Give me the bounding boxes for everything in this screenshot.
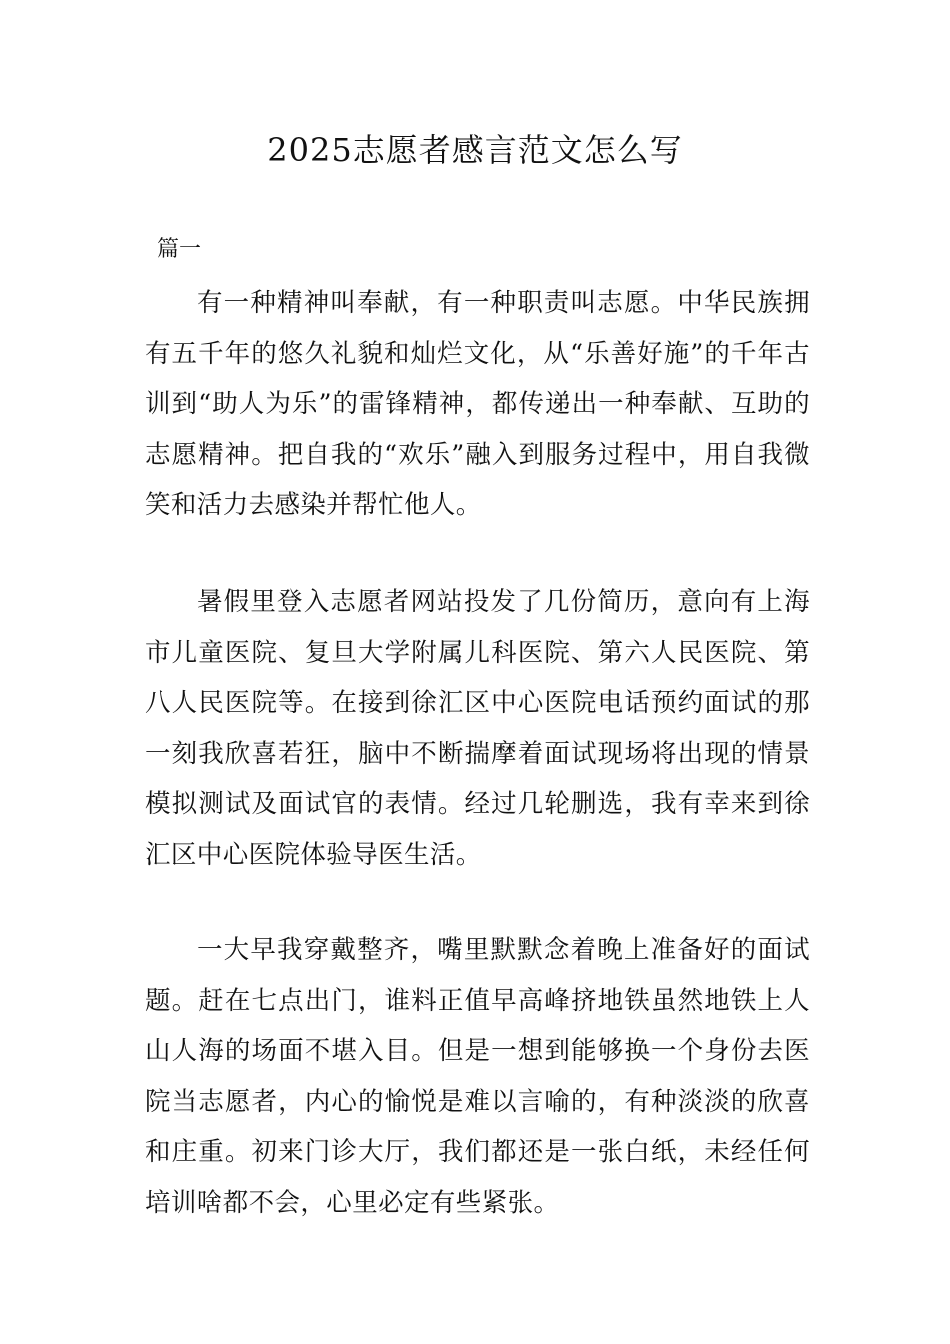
paragraph-1: 有一种精神叫奉献，有一种职责叫志愿。中华民族拥有五千年的悠久礼貌和灿烂文化，从“乐善好施”的千年古训到“助人为乐”的雷锋精神，都传递出一种奉献、互助的志愿精神。把自我的“欢乐”融入到服务过程中，用自我微笑和活力去感染并帮忙他人。	[145, 288, 810, 520]
paragraph-3: 一大早我穿戴整齐，嘴里默默念着晚上准备好的面试题。赶在七点出门，谁料正值早高峰挤地铁虽然地铁上人山人海的场面不堪入目。但是一想到能够换一个身份去医院当志愿者，内心的愉悦是难以言喻的，有种淡淡的欣喜和庄重。初来门诊大厅，我们都还是一张白纸，未经任何培训啥都不会，心里必定有些紧张。	[145, 935, 810, 1218]
paragraph-2: 暑假里登入志愿者网站投发了几份简历，意向有上海市儿童医院、复旦大学附属儿科医院、第六人民医院、第八人民医院等。在接到徐汇区中心医院电话预约面试的那一刻我欣喜若狂，脑中不断揣摩着面试现场将出现的情景模拟测试及面试官的表情。经过几轮删选，我有幸来到徐汇区中心医院体验导医生活。	[145, 587, 810, 870]
document-title: 2025志愿者感言范文怎么写	[267, 131, 683, 169]
section-label: 篇一	[157, 237, 202, 262]
